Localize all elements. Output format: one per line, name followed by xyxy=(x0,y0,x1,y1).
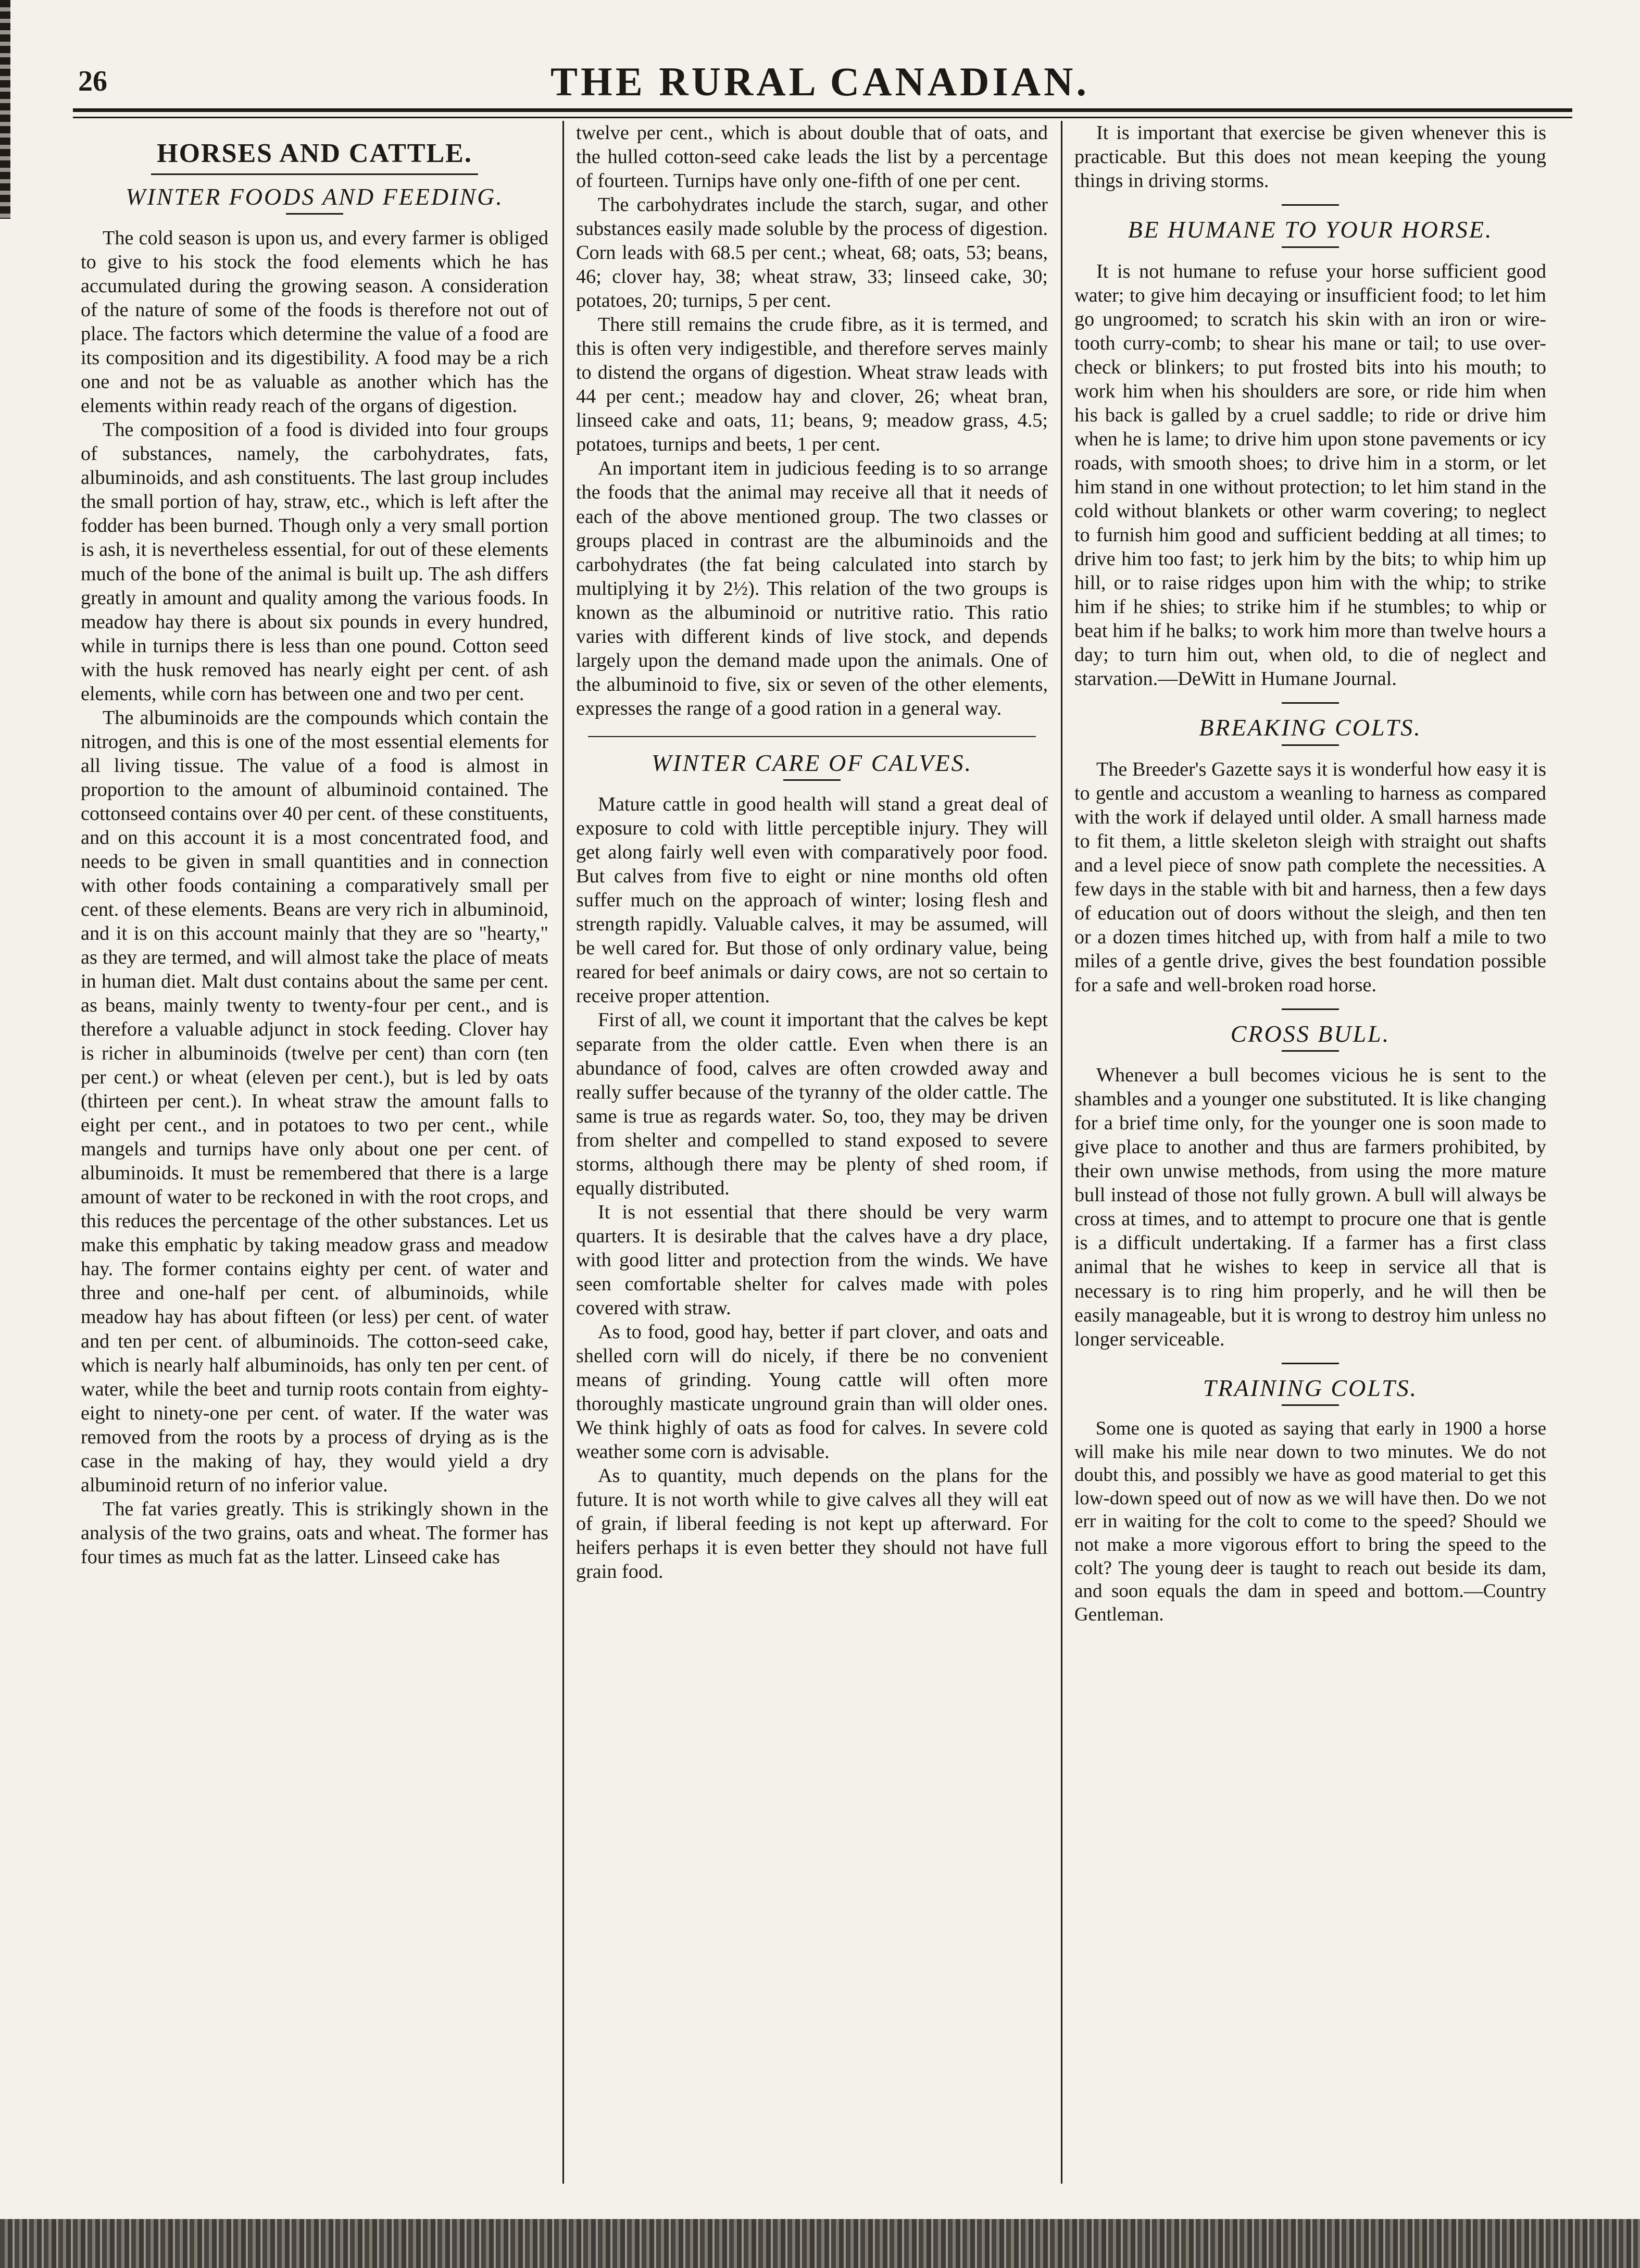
divider xyxy=(1282,744,1339,746)
masthead-rule xyxy=(73,108,1572,112)
article-heading: WINTER CARE OF CALVES. xyxy=(651,749,973,776)
article-heading: CROSS BULL. xyxy=(1230,1020,1391,1047)
paragraph: It is not humane to refuse your horse sufficient good water; to give him decaying or insufficient food; to let him go ungroomed; to scratch his skin with an iron or wire-tooth curry-comb; to shear his mane or tail; to use over-check or blinkers; to put frosted bits into his mouth; to work him when his shoulders are sore, or ride him when his back is galled by a cruel saddle; to ride or drive him when he is lame; to drive him upon stone pavements or icy roads, with smooth shoes; to drive him in a storm, or let him stand in one without protection; to let him stand in the cold without blankets or other warm covering; to neglect to furnish him good and sufficient bedding at all times; to drive him too fast; to jerk him by the bits; to whip him up hill, or to raise ridges upon him with the whip; to strike him if he shies; to strike him if he stumbles; to whip or beat him if he balks; to work him more than twelve hours a day; to turn him out, when old, to die of neglect and starvation.—DeWitt in Humane Journal. xyxy=(1074,260,1546,690)
divider xyxy=(1282,204,1339,206)
paragraph: As to quantity, much depends on the plans for the future. It is not worth while to give calves all they will eat of grain, if liberal feeding is not kept up afterward. For heifers perhaps it is even better they should not have full grain food. xyxy=(576,1465,1048,1583)
page-number: 26 xyxy=(78,65,107,97)
column-3 xyxy=(1074,121,1546,2184)
article-heading: BREAKING COLTS. xyxy=(1199,714,1422,741)
divider xyxy=(1282,1008,1339,1010)
paragraph: The composition of a food is divided into four groups of substances, namely, the carbohydrates, fats, albuminoids, and ash constituents. The last group includes the small portion of hay, straw, etc., which is left after the fodder has been burned. Though only a very small portion is ash, it is nevertheless essential, for out of these elements much of the bone of the animal is built up. The ash differs greatly in amount and quality among the various foods. In meadow hay there is about six pounds in every hundred, while in turnips there is less than one pound. Cotton seed with the husk removed has nearly eight per cent. of ash elements, while corn has between one and two per cent. xyxy=(81,419,548,705)
divider xyxy=(1282,246,1339,248)
divider xyxy=(286,213,343,215)
paragraph: There still remains the crude fibre, as it is termed, and this is often very indigestible, and therefore serves mainly to distend the organs of digestion. Wheat straw leads with 44 per cent.; meadow hay and clover, 26; wheat bran, linseed cake and oats, 11; beans, 9; meadow grass, 4.5; potatoes, turnips and beets, 1 per cent. xyxy=(576,314,1048,456)
section-title: HORSES AND CATTLE. xyxy=(157,139,472,168)
column-2 xyxy=(576,121,1048,2184)
paragraph: An important item in judicious feeding is to so arrange the foods that the animal may receive all that it needs of each of the above mentioned group. The two classes or groups placed in contrast are the albuminoids and the carbohydrates (the fat being calculated into starch by multiplying it by 2½). This relation of the two groups is known as the albuminoid or nutritive ratio. This ratio varies with different kinds of live stock, and depends largely upon the demand made upon the animals. One of the albuminoid to five, six or seven of the other elements, expresses the range of a good ration in a general way. xyxy=(576,457,1048,719)
paragraph: Some one is quoted as saying that early in 1900 a horse will make his mile near down to two minutes. We do not doubt this, and possibly we have as good material to get this low-down speed out of now as we will have then. Do we not err in waiting for the colt to come to the speed? Should we not make a more vigorous effort to bring the speed to the colt? The young deer is taught to reach out beside its dam, and soon equals the dam in speed and bottom.—Country Gentleman. xyxy=(1074,1418,1546,1625)
paragraph: The cold season is upon us, and every farmer is obliged to give to his stock the food elements which he has accumulated during the growing season. A consideration of the nature of some of the foods is therefore not out of place. The factors which determine the value of a food are its composition and its digestibility. A food may be a rich one and not be as valuable as another which has the elements within ready reach of the organs of digestion. xyxy=(81,227,548,417)
paragraph: twelve per cent., which is about double that of oats, and the hulled cotton-seed cake leads the list by a percentage of fourteen. Turnips have only one-fifth of one per cent. xyxy=(576,122,1048,192)
column-divider xyxy=(1061,121,1062,2184)
paragraph: It is important that exercise be given whenever this is practicable. But this does not mean keeping the young things in driving storms. xyxy=(1074,122,1546,192)
paragraph: Whenever a bull becomes vicious he is sent to the shambles and a younger one substituted. It is like changing for a brief time only, for the younger one is soon made to give place to another and thus are farmers prohibited, by their own unwise methods, from using the more mature bull instead of those not fully grown. A bull will always be cross at times, and to attempt to procure one that is gentle is a difficult undertaking. If a farmer has a first class animal that he wishes to keep in service all that is necessary is to ring him properly, and he will then be easily manageable, but it is wrong to destroy him unless no longer serviceable. xyxy=(1074,1064,1546,1350)
divider xyxy=(1282,1404,1339,1406)
column-1 xyxy=(81,121,548,2184)
scan-edge-artifact xyxy=(0,0,10,219)
article-heading: BE HUMANE TO YOUR HORSE. xyxy=(1128,216,1493,243)
masthead-rule-thin xyxy=(73,117,1572,118)
divider xyxy=(1282,702,1339,704)
paragraph: It is not essential that there should be very warm quarters. It is desirable that the calves have a dry place, with good litter and protection from the winds. We have seen comfortable shelter for calves made with poles covered with straw. xyxy=(576,1201,1048,1319)
paragraph: The Breeder's Gazette says it is wonderful how easy it is to gentle and accustom a weanling to harness as compared with the work if delayed until older. A small harness made to fit them, a little skeleton sleigh with straight out shafts and a level piece of snow path complete the necessities. A few days in the stable with bit and harness, then a few days of education out of doors without the sleigh, and then ten or a dozen times hitched up, with from half a mile to two miles of a gentle drive, gives the best foundation possible for a safe and well-broken road horse. xyxy=(1074,758,1546,996)
divider xyxy=(1282,1363,1339,1364)
divider xyxy=(151,173,479,175)
paragraph: Mature cattle in good health will stand a great deal of exposure to cold with little perceptible injury. They will get along fairly well even with comparatively poor food. But calves from five to eight or nine months old often suffer much on the approach of winter; losing flesh and strength rapidly. Valuable calves, it may be assumed, will be well cared for. But those of only ordinary value, being reared for beef animals or dairy cows, are not so certain to receive proper attention. xyxy=(576,793,1048,1007)
divider xyxy=(588,736,1036,737)
paragraph: As to food, good hay, better if part clover, and oats and shelled corn will do nicely, if there be no convenient means of grinding. Young cattle will often more thoroughly masticate unground grain than will older ones. We think highly of oats as food for calves. In severe cold weather some corn is advisable. xyxy=(576,1320,1048,1463)
paragraph: First of all, we count it important that the calves be kept separate from the older cattle. Even when there is an abundance of food, calves are often crowded away and really suffer because of the tyranny of the older cattle. The same is true as regards water. So, too, they may be driven from shelter and compelled to stand exposed to severe storms, although there may be plenty of shed room, if equally distributed. xyxy=(576,1009,1048,1199)
paragraph: The albuminoids are the compounds which contain the nitrogen, and this is one of the most essential elements for all living tissue. The value of a food is almost in proportion to the amount of albuminoid contained. The cottonseed contains over 40 per cent. of these constituents, and on this account it is a most concentrated food, and needs to be given in small quantities and in connection with other foods containing a comparatively small per cent. of these elements. Beans are very rich in albuminoid, and it is on this account mainly that they are so "hearty," as they are termed, and will almost take the place of meats in human diet. Malt dust contains about the same per cent. as beans, mainly twenty to twenty-four per cent., and is therefore a valuable adjunct in stock feeding. Clover hay is richer in albuminoids (twelve per cent) than corn (ten per cent.) or wheat (eleven per cent.), but is led by oats (thirteen per cent.). In wheat straw the amount falls to eight per cent., and in potatoes to two per cent., while mangels and turnips have only about one per cent. of albuminoids. It must be remembered that there is a large amount of water to be reckoned in with the root crops, and this reduces the percentage of the other substances. Let us make this emphatic by taking meadow grass and meadow hay. The former contains eighty per cent. of water and three and one-half per cent. of albuminoids, while meadow hay has about fifteen (or less) per cent. of water and ten per cent. of albuminoids. The cotton-seed cake, which is nearly half albuminoids, has only ten per cent. of water, while the beet and turnip roots contain from eighty-eight to ninety-one per cent. of water. If the water was removed from the roots by a process of drying as is the case in the making of hay, they would yield a dry albuminoid return of no inferior value. xyxy=(81,706,548,1496)
article-heading: WINTER FOODS AND FEEDING. xyxy=(126,183,504,210)
article-heading: TRAINING COLTS. xyxy=(1203,1374,1418,1401)
column-divider xyxy=(562,121,564,2184)
newspaper-title: THE RURAL CANADIAN. xyxy=(550,59,1090,104)
paragraph: The fat varies greatly. This is strikingly shown in the analysis of the two grains, oats and wheat. The former has four times as much fat as the latter. Linseed cake has xyxy=(81,1498,548,1568)
divider xyxy=(1282,1050,1339,1052)
divider xyxy=(783,779,841,781)
paragraph: The carbohydrates include the starch, sugar, and other substances easily made soluble by the process of digestion. Corn leads with 68.5 per cent.; wheat, 68; oats, 53; beans, 46; clover hay, 38; wheat straw, 33; linseed cake, 30; potatoes, 20; turnips, 5 per cent. xyxy=(576,194,1048,312)
scan-bottom-artifact xyxy=(0,2219,1640,2268)
